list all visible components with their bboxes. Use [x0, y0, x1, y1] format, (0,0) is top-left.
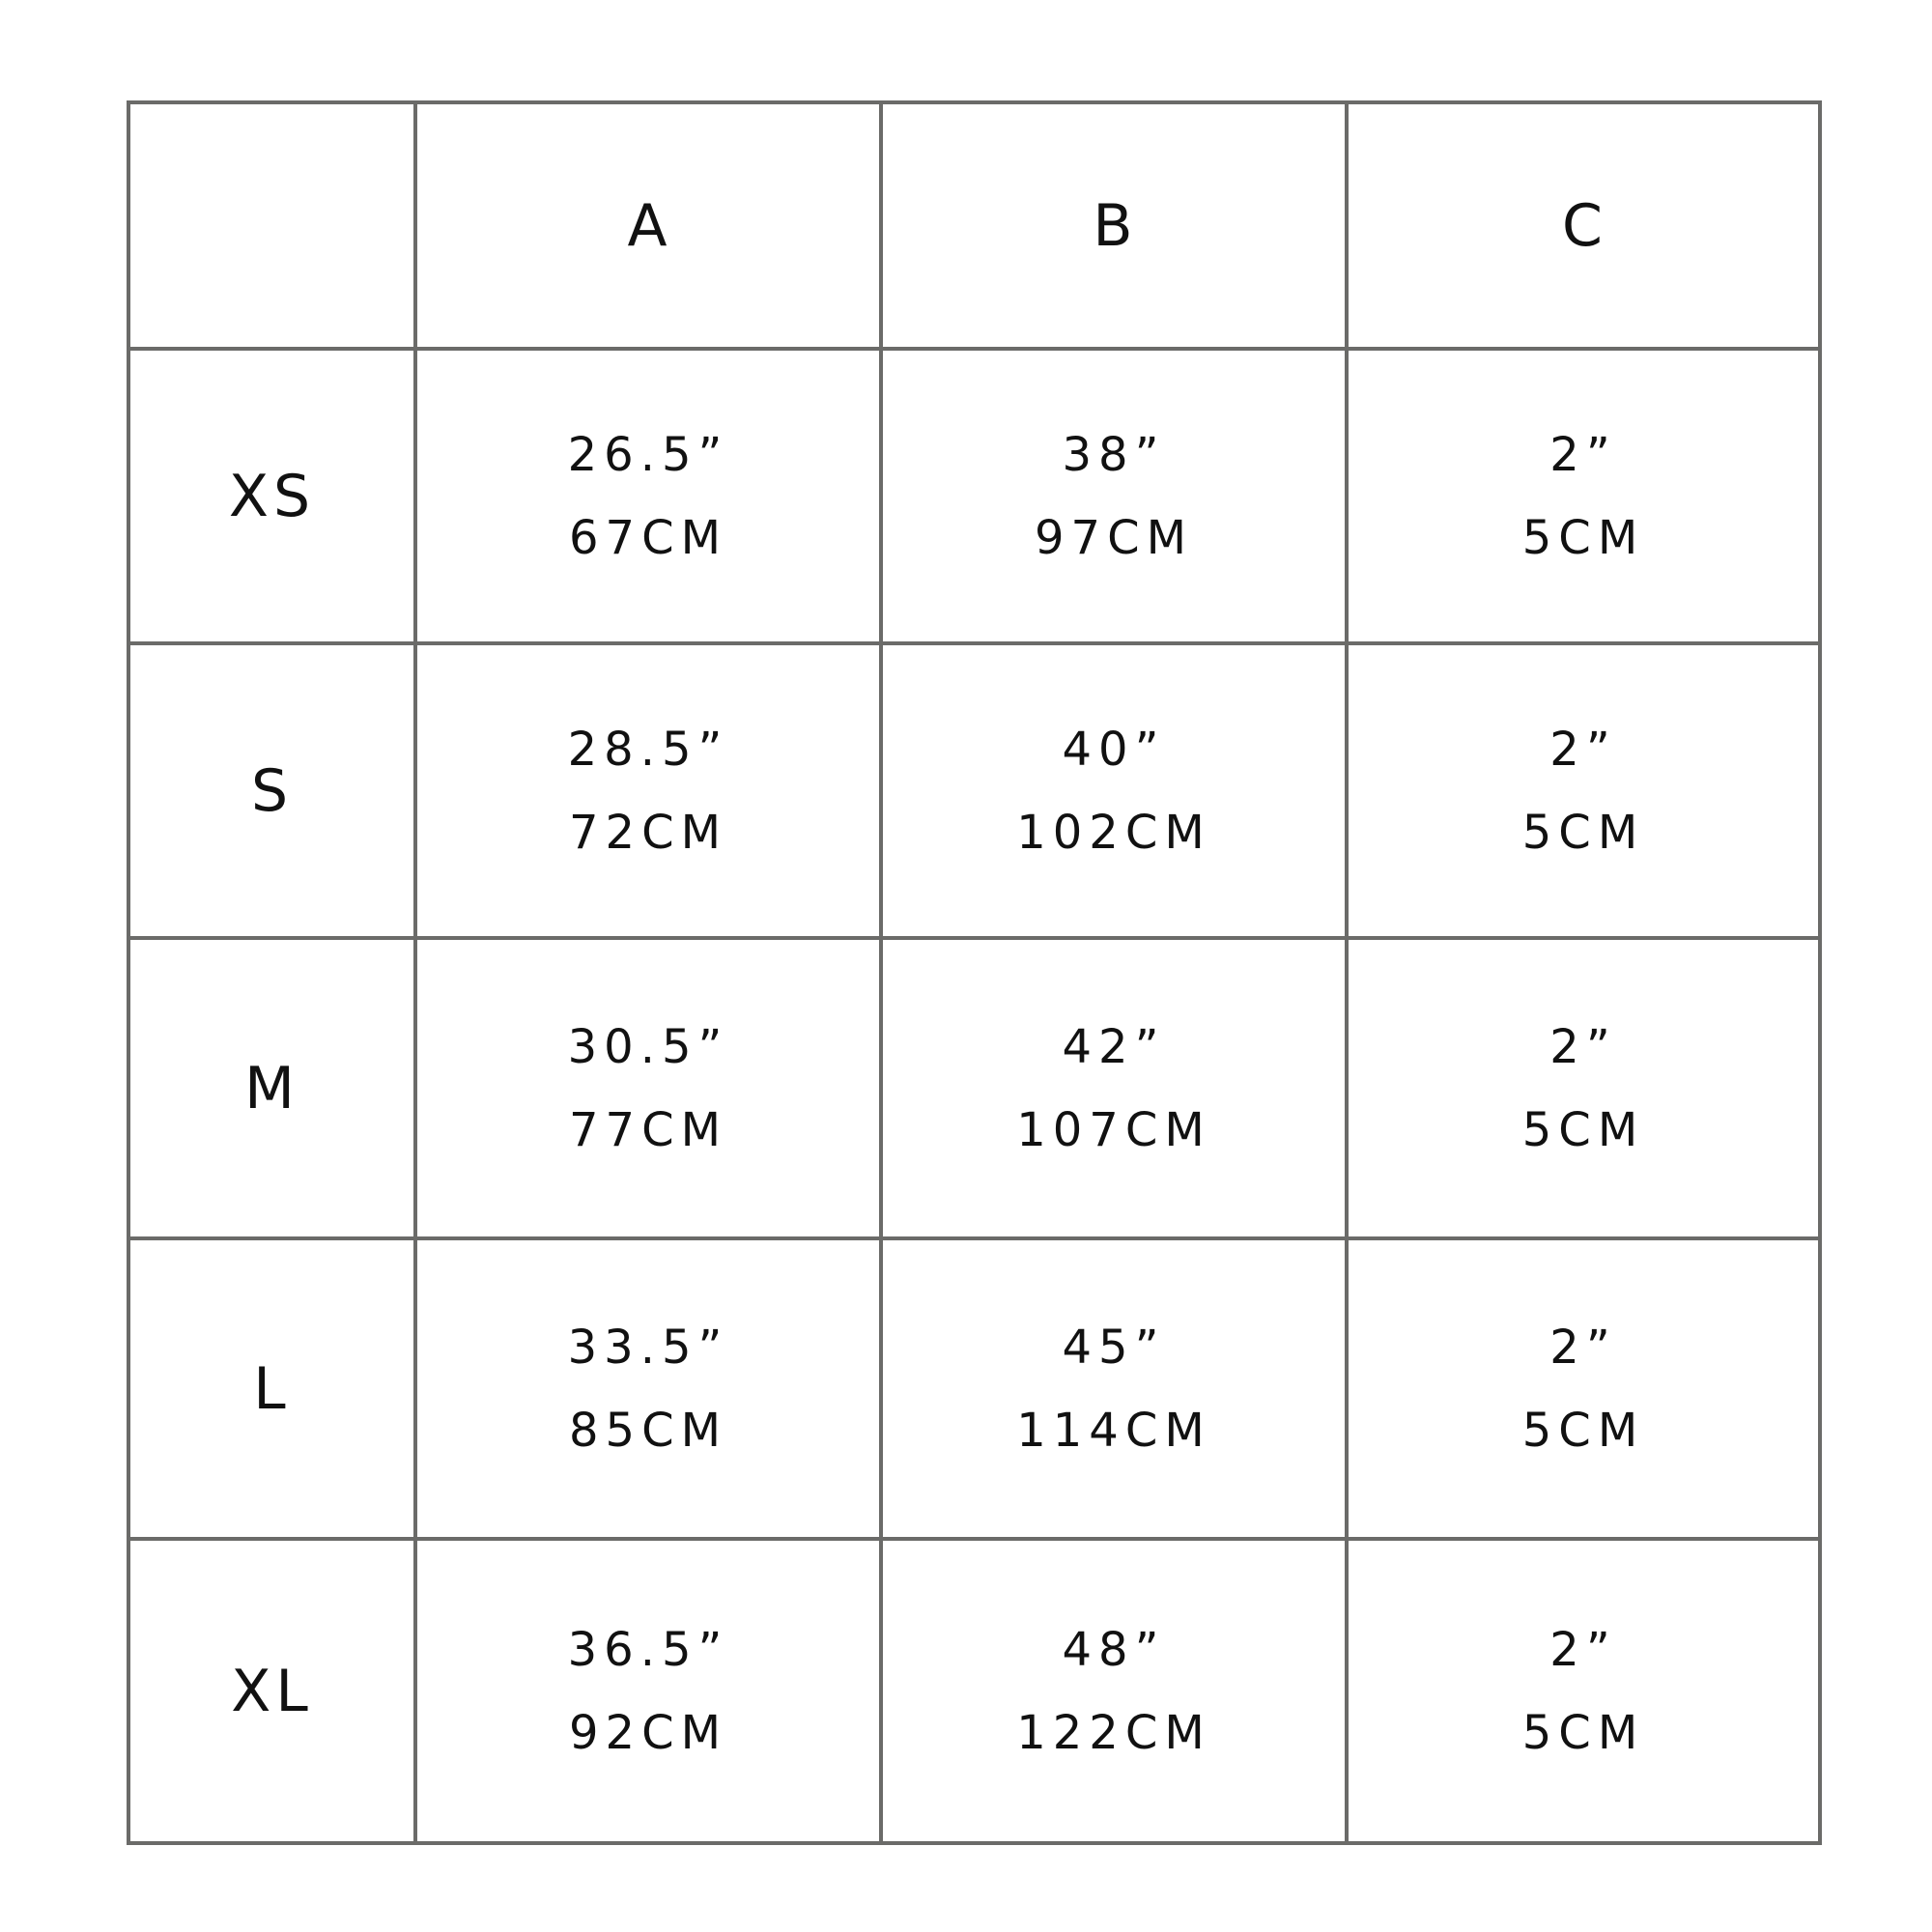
measurement-cm: 5CM [1521, 510, 1645, 565]
column-header-c: C [1347, 102, 1820, 349]
measurement-cell [881, 349, 1347, 643]
measurement-cm: 72CM [568, 805, 727, 860]
measurement-cm: 5CM [1521, 1705, 1645, 1760]
measurement-cell [881, 938, 1347, 1238]
measurement-cm: 122CM [1016, 1705, 1211, 1760]
measurement-cm: 102CM [1016, 805, 1211, 860]
measurement-cm: 67CM [568, 510, 727, 565]
measurement-inches: 26.5” [567, 427, 729, 482]
measurement-inches: 48” [1062, 1622, 1166, 1677]
table-row [128, 1539, 1820, 1843]
size-label-l: L [128, 1238, 415, 1539]
table-row [128, 1238, 1820, 1539]
table-row [128, 938, 1820, 1238]
header-row [128, 102, 1820, 349]
measurement-cm: 97CM [1034, 510, 1193, 565]
measurement-cell [881, 1238, 1347, 1539]
measurement-cm: 77CM [568, 1102, 727, 1157]
table-row [128, 643, 1820, 938]
column-header-b: B [881, 102, 1347, 349]
measurement-cm: 92CM [568, 1705, 727, 1760]
measurement-cell [415, 938, 881, 1238]
measurement-inches: 45” [1062, 1320, 1166, 1375]
size-label-xl: XL [128, 1539, 415, 1843]
measurement-inches: 2” [1549, 427, 1617, 482]
measurement-inches: 38” [1062, 427, 1166, 482]
measurement-cell [1347, 1539, 1820, 1843]
measurement-inches: 33.5” [567, 1320, 729, 1375]
measurement-cell [415, 349, 881, 643]
measurement-cell [1347, 938, 1820, 1238]
size-label-m: M [128, 938, 415, 1238]
measurement-cell [881, 1539, 1347, 1843]
column-header-a: A [415, 102, 881, 349]
size-chart-table [127, 100, 1822, 1845]
measurement-cm: 85CM [568, 1403, 727, 1458]
size-label-xs: XS [128, 349, 415, 643]
measurement-inches: 42” [1062, 1019, 1166, 1074]
measurement-cell [1347, 349, 1820, 643]
measurement-inches: 36.5” [567, 1622, 729, 1677]
measurement-cell [881, 643, 1347, 938]
measurement-inches: 28.5” [567, 722, 729, 777]
measurement-cell [1347, 643, 1820, 938]
size-label-s: S [128, 643, 415, 938]
measurement-inches: 2” [1549, 1622, 1617, 1677]
measurement-cm: 5CM [1521, 1403, 1645, 1458]
measurement-cell [415, 1539, 881, 1843]
measurement-inches: 2” [1549, 1320, 1617, 1375]
measurement-inches: 30.5” [567, 1019, 729, 1074]
table-row [128, 349, 1820, 643]
measurement-cm: 5CM [1521, 805, 1645, 860]
measurement-inches: 40” [1062, 722, 1166, 777]
measurement-inches: 2” [1549, 722, 1617, 777]
measurement-inches: 2” [1549, 1019, 1617, 1074]
measurement-cm: 107CM [1016, 1102, 1211, 1157]
measurement-cell [415, 643, 881, 938]
measurement-cell [415, 1238, 881, 1539]
measurement-cm: 114CM [1016, 1403, 1211, 1458]
measurement-cell [1347, 1238, 1820, 1539]
measurement-cm: 5CM [1521, 1102, 1645, 1157]
corner-cell [128, 102, 415, 349]
